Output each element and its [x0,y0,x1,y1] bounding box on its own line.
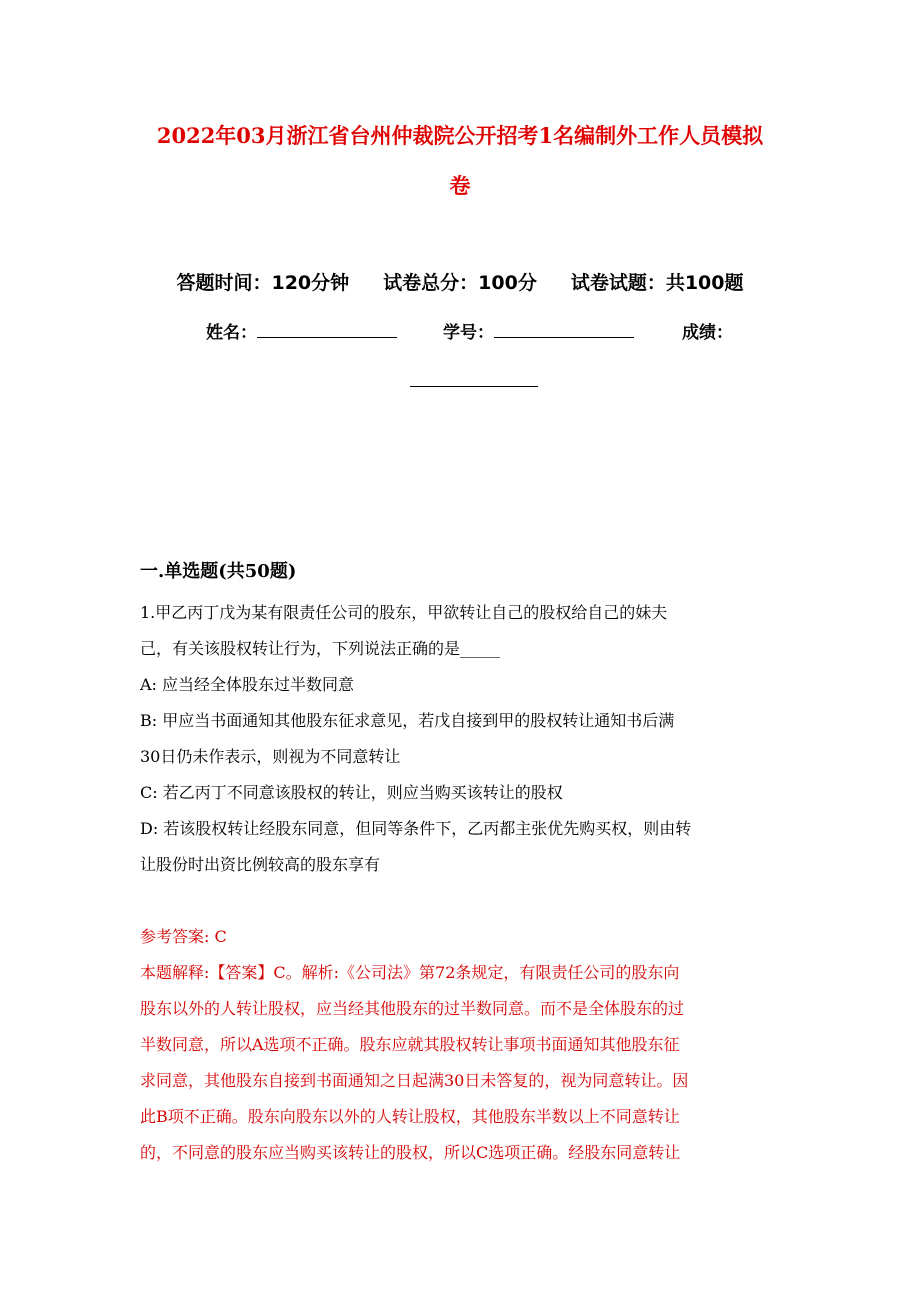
score-blank[interactable] [410,370,538,387]
question-stem-line: 己，有关该股权转让行为，下列说法正确的是_____ [140,639,501,658]
question-stem-line: 1.甲乙丙丁戊为某有限责任公司的股东，甲欲转让自己的股权给自己的妹夫 [140,603,668,622]
exam-question-count: 试卷试题：共100题 [570,272,744,294]
student-info-row [206,318,733,343]
explanation-line: 股东以外的人转让股权，应当经其他股东的过半数同意。而不是全体股东的过 [140,999,685,1018]
option-d-continued: 让股份时出资比例较高的股东享有 [140,855,381,874]
section-heading: 一.单选题(共50题) [140,561,297,582]
exam-meta-row [0,268,920,295]
exam-time: 答题时间：120分钟 [176,272,350,294]
explanation-line: 此B项不正确。股东向股东以外的人转让股权，其他股东半数以上不同意转让 [140,1107,680,1126]
id-blank[interactable] [494,321,634,338]
explanation-line: 半数同意，所以A选项不正确。股东应就其股权转让事项书面通知其他股东征 [140,1035,680,1054]
explanation-line: 求同意，其他股东自接到书面通知之日起满30日未答复的，视为同意转让。因 [140,1071,689,1090]
option-a: A: 应当经全体股东过半数同意 [140,675,355,694]
page-title: 2022年03月浙江省台州仲裁院公开招考1名编制外工作人员模拟 [156,123,764,148]
exam-total-score: 试卷总分：100分 [383,272,537,294]
name-blank[interactable] [257,321,397,338]
id-label: 学号： [443,323,494,343]
explanation-line: 本题解释:【答案】C。解析:《公司法》第72条规定，有限责任公司的股东向 [140,963,680,982]
score-label: 成绩： [682,323,733,343]
name-label: 姓名： [206,323,257,343]
reference-answer: 参考答案: C [140,927,227,946]
option-d: D: 若该股权转让经股东同意，但同等条件下，乙丙都主张优先购买权，则由转 [140,819,692,838]
explanation-line: 的，不同意的股东应当购买该转让的股权，所以C选项正确。经股东同意转让 [140,1143,681,1162]
option-b-continued: 30日仍未作表示，则视为不同意转让 [140,747,401,766]
option-c: C: 若乙丙丁不同意该股权的转让，则应当购买该转让的股权 [140,783,563,802]
option-b: B: 甲应当书面通知其他股东征求意见，若戊自接到甲的股权转让通知书后满 [140,711,675,730]
page-title-continued: 卷 [449,173,471,198]
